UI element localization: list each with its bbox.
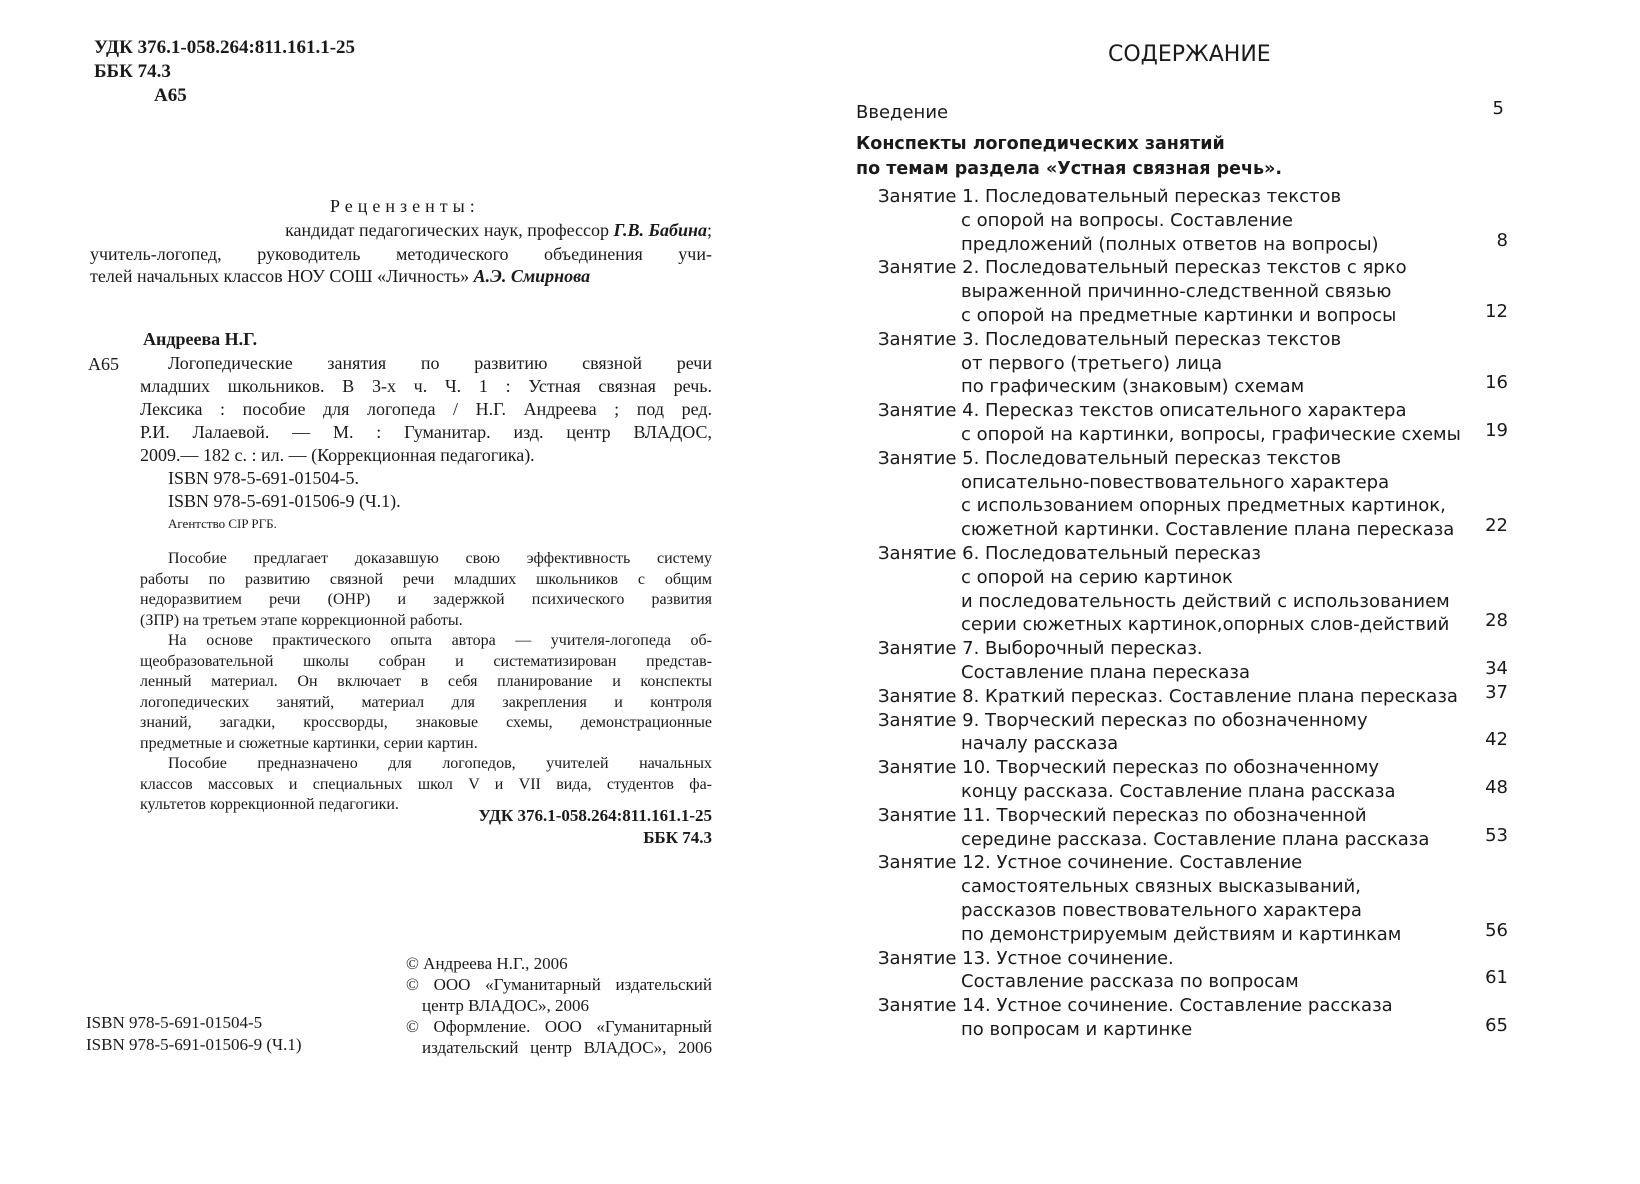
toc-title: СОДЕРЖАНИЕ: [1108, 42, 1271, 67]
isbn-bottom-line: ISBN 978-5-691-01504-5: [86, 1013, 263, 1032]
toc-entry-heading: Занятие 10. Творческий пересказ по обозначенному: [878, 757, 1380, 779]
toc-entry-heading: Занятие 7. Выборочный пересказ.: [878, 638, 1203, 660]
section-title-line: Конспекты логопедических занятий: [856, 134, 1225, 154]
reviewers-title: Рецензенты:: [330, 196, 480, 216]
catalog-code: А65: [88, 354, 119, 374]
toc-entry-page: 61: [1485, 967, 1508, 989]
toc-entry-heading: Занятие 5. Последовательный пересказ текстов: [878, 447, 1342, 469]
reviewer-2-line2: [90, 266, 712, 287]
toc-entry-page: 65: [1485, 1015, 1508, 1036]
toc-entry-line: с опорой на картинки, вопросы, графические схемы: [961, 424, 1461, 445]
isbn-bottom: [86, 1012, 302, 1056]
copyright-block: [406, 953, 712, 1058]
toc-entry-heading: Занятие 1. Последовательный пересказ текстов: [878, 186, 1342, 207]
toc-entry-line: предложений (полных ответов на вопросы): [961, 233, 1379, 255]
toc-entry-page: 34: [1485, 658, 1508, 679]
reviewer-2-prefix: телей начальных классов НОУ СОШ «Личность»: [90, 266, 474, 286]
toc-entry-line: Составление рассказа по вопросам: [961, 971, 1299, 993]
bbk-line: ББК 74.3: [94, 61, 171, 82]
annotation-line: щеобразовательной школы собран и систематизирован представ-: [140, 652, 712, 670]
toc-entry-line: выраженной причинно-следственной связью: [961, 281, 1392, 303]
toc-intro-page: 5: [1492, 98, 1504, 119]
catalog-line: Лексика : пособие для логопеда / Н.Г. Андреева ; под ред.: [140, 399, 712, 419]
toc-intro-label: Введение: [856, 102, 949, 123]
toc-entry-heading: Занятие 9. Творческий пересказ по обозначенному: [878, 709, 1368, 731]
toc-entry-line: по демонстрируемым действиям и картинкам: [961, 923, 1402, 945]
catalog-line: 2009.— 182 с. : ил. — (Коррекционная педагогика).: [140, 445, 535, 465]
toc-entry-page: 8: [1496, 229, 1508, 251]
annotation-line: недоразвитием речи (ОНР) и задержкой психического развития: [140, 591, 712, 608]
toc-entry-heading: Занятие 2. Последовательный пересказ текстов с ярко: [878, 257, 1407, 279]
annotation-line: Пособие предназначено для логопедов, учителей начальных: [168, 755, 712, 772]
toc-entry-line: концу рассказа. Составление плана рассказа: [961, 781, 1396, 802]
annotation-line: Пособие предлагает доказавшую свою эффективность систему: [168, 550, 712, 567]
catalog-body: [140, 352, 712, 467]
reviewer-1: [140, 220, 712, 241]
toc-entry-heading: Занятие 3. Последовательный пересказ текстов: [878, 328, 1342, 350]
toc-entry-heading: Занятие 11. Творческий пересказ по обозначенной: [878, 804, 1367, 826]
toc-entry-line: по вопросам и картинке: [961, 1019, 1193, 1040]
toc-entry-page: 37: [1485, 681, 1508, 703]
reviewer-1-prefix: кандидат педагогических наук, профессор: [285, 220, 614, 240]
toc-entry-line: самостоятельных связных высказываний,: [961, 876, 1361, 898]
annotation-line: культетов коррекционной педагогики.: [140, 796, 399, 813]
annotation-line: знаний, загадки, кроссворды, знаковые схемы, демонстрационные: [140, 714, 712, 731]
toc-entry-page: 19: [1485, 420, 1508, 441]
catalog-agency: Агентство CIP РГБ.: [168, 516, 277, 531]
reviewer-2-name: А.Э. Смирнова: [473, 266, 591, 286]
toc-entry-line: середине рассказа. Составление плана рассказа: [961, 828, 1430, 850]
toc-entry-page: 12: [1485, 301, 1508, 322]
copyright-line: © Оформление. ООО «Гуманитарный: [406, 1017, 712, 1036]
bbk-bottom: ББК 74.3: [643, 828, 712, 847]
reviewer-1-name: Г.В. Бабина: [613, 220, 707, 240]
catalog-line: Р.И. Лалаевой. — М. : Гуманитар. изд. центр ВЛАДОС,: [140, 422, 712, 442]
toc-entry-line: по графическим (знаковым) схемам: [961, 376, 1305, 398]
annotation-line: работы по развитию связной речи младших школьников с общим: [140, 570, 712, 588]
copyright-line: издательский центр ВЛАДОС», 2006: [422, 1038, 712, 1057]
catalog-line: младших школьников. В 3-х ч. Ч. 1 : Устная связная речь.: [140, 376, 712, 396]
toc-entry-heading: Занятие 12. Устное сочинение. Составление: [878, 852, 1303, 874]
toc-entry-line: с опорой на предметные картинки и вопросы: [961, 305, 1397, 326]
toc-entry-page: 28: [1485, 610, 1508, 632]
toc-entry-page: 56: [1485, 919, 1508, 941]
annotation: [140, 549, 712, 816]
copyright-line: © ООО «Гуманитарный издательский: [406, 975, 712, 994]
catalog-isbn-2: ISBN 978-5-691-01506-9 (Ч.1).: [168, 491, 401, 511]
reviewer-2-line1: учитель-логопед, руководитель методического объединения учи-: [90, 244, 712, 264]
toc-entry-heading: Занятие 6. Последовательный пересказ: [878, 543, 1261, 564]
toc-entry-line: с использованием опорных предметных картинок,: [961, 495, 1446, 517]
reviewer-1-suffix: ;: [706, 220, 712, 240]
udk-line: УДК 376.1-058.264:811.161.1-25: [94, 37, 356, 58]
toc-entry-line: Составление плана пересказа: [961, 662, 1251, 683]
copyright-line: © Андреева Н.Г., 2006: [406, 954, 568, 973]
catalog-isbn-1: ISBN 978-5-691-01504-5.: [168, 468, 359, 488]
udk-header: [94, 36, 355, 108]
catalog-author: Андреева Н.Г.: [143, 329, 258, 349]
annotation-line: ленный материал. Он включает в себя планирование и конспекты: [140, 673, 712, 690]
a65-line: А65: [154, 85, 187, 106]
annotation-line: (ЗПР) на третьем этапе коррекционной работы.: [140, 611, 463, 629]
catalog-line: Логопедические занятия по развитию связной речи: [168, 353, 712, 373]
annotation-line: логопедических занятий, материал для закрепления и контроля: [140, 693, 712, 711]
annotation-line: классов массовых и специальных школ V и VII вида, студентов фа-: [140, 775, 712, 793]
toc-entry-page: 22: [1485, 515, 1508, 537]
toc-entry-line: серии сюжетных картинок,опорных слов-действий: [961, 614, 1450, 636]
toc-entry-line: рассказов повествовательного характера: [961, 900, 1362, 921]
toc-entry-page: 53: [1485, 824, 1508, 846]
toc-entry-heading: Занятие 14. Устное сочинение. Составление рассказа: [878, 995, 1393, 1017]
toc-entry-line: с опорой на серию картинок: [961, 566, 1233, 588]
toc-entry-page: 48: [1485, 777, 1508, 798]
toc-section-title: [856, 132, 1282, 182]
toc-entry-line: от первого (третьего) лица: [961, 352, 1223, 374]
copyright-line: центр ВЛАДОС», 2006: [422, 996, 590, 1015]
toc-entry-line: с опорой на вопросы. Составление: [961, 209, 1293, 231]
toc-entry-line: и последовательность действий с использованием: [961, 590, 1450, 612]
isbn-bottom-line: ISBN 978-5-691-01506-9 (Ч.1): [86, 1035, 302, 1054]
section-title-line: по темам раздела «Устная связная речь».: [856, 159, 1283, 179]
toc-entry-page: 42: [1485, 729, 1508, 751]
toc-entry-line: сюжетной картинки. Составление плана пересказа: [961, 519, 1455, 541]
annotation-line: предметные и сюжетные картинки, серии картин.: [140, 734, 478, 752]
toc-entry-page: 16: [1485, 372, 1508, 394]
toc-entry-heading: Занятие 8. Краткий пересказ. Составление плана пересказа: [878, 685, 1458, 707]
toc-entry-line: началу рассказа: [961, 733, 1119, 755]
annotation-line: На основе практического опыта автора — учителя-логопеда об-: [168, 632, 712, 649]
udk-bottom: УДК 376.1-058.264:811.161.1-25: [478, 806, 712, 825]
toc-entry-heading: Занятие 13. Устное сочинение.: [878, 947, 1174, 969]
toc-entry-line: описательно-повествовательного характера: [961, 471, 1390, 493]
toc-entry-heading: Занятие 4. Пересказ текстов описательного характера: [878, 400, 1407, 422]
